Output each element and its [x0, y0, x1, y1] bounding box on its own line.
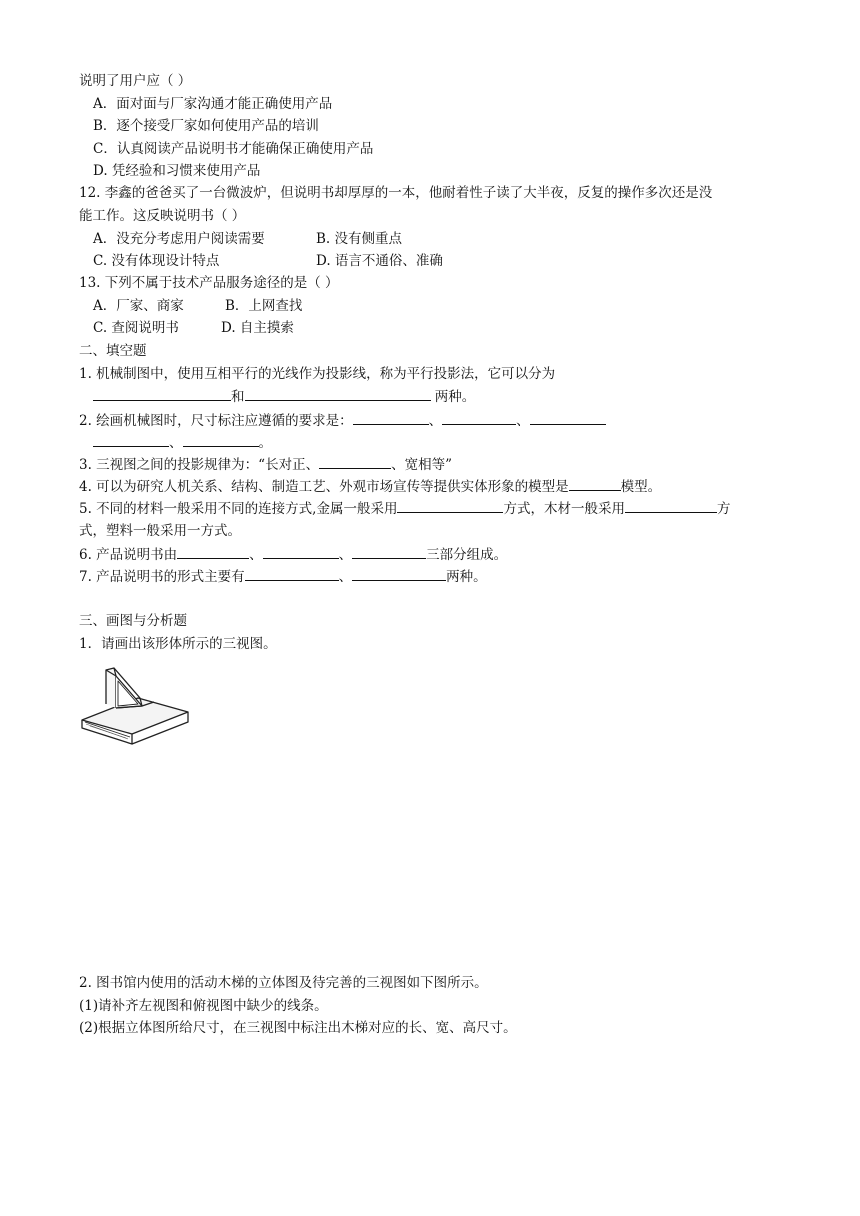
fill4-prompt: 4. 可以为研究人机关系、结构、制造工艺、外观市场宣传等提供实体形象的模型是: [79, 479, 569, 495]
fill2-blank-4[interactable]: [93, 433, 169, 447]
q11-option-b: B．逐个接受厂家如何使用产品的培训: [93, 118, 319, 134]
q13-option-c: C. 查阅说明书: [93, 320, 179, 336]
draw2-sub1: (1)请补齐左视图和俯视图中缺少的线条。: [79, 998, 328, 1014]
draw1-prompt: 1．请画出该形体所示的三视图。: [79, 636, 277, 652]
fill2-end: 。: [258, 435, 272, 451]
fill1-blank-2[interactable]: [245, 387, 431, 401]
q13-option-d: D. 自主摸索: [221, 320, 294, 336]
fill5-mid: 方式，木材一般采用: [503, 501, 625, 517]
fill1-line2: [93, 387, 475, 406]
fill5-prompt: 5. 不同的材料一般采用不同的连接方式,金属一般采用: [79, 501, 398, 517]
fill2-sep-2: 、: [516, 413, 530, 429]
fill4-blank[interactable]: [569, 477, 621, 491]
q12-option-c: C. 没有体现设计特点: [93, 253, 220, 269]
draw2-sub2: (2)根据立体图所给尺寸，在三视图中标注出木梯对应的长、宽、高尺寸。: [79, 1020, 517, 1036]
fill7-blank-2[interactable]: [352, 567, 446, 581]
fill3-prompt: 3. 三视图之间的投影规律为：“长对正、: [79, 457, 320, 473]
fill6-blank-3[interactable]: [352, 545, 426, 559]
fill6-prompt: 6. 产品说明书由: [79, 547, 178, 563]
fill6-blank-1[interactable]: [177, 545, 249, 559]
fill5-blank-1[interactable]: [397, 499, 503, 513]
fill2-blank-5[interactable]: [183, 433, 259, 447]
q12-option-b: B. 没有侧重点: [316, 231, 403, 247]
fill1-blank-1[interactable]: [93, 387, 231, 401]
q11-option-a: A．面对面与厂家沟通才能正确使用产品: [93, 96, 333, 112]
fill6-text: [79, 545, 507, 564]
fill1-and: 和: [231, 389, 245, 405]
fill6-blank-2[interactable]: [263, 545, 339, 559]
fill4-end: 模型。: [620, 479, 662, 495]
q12-option-a: A．没充分考虑用户阅读需要: [93, 231, 265, 247]
q11-stem-tail: 说明了用户应（ ）: [79, 73, 192, 89]
fill2-sep-3: 、: [169, 435, 183, 451]
fill7-blank-1[interactable]: [245, 567, 339, 581]
fill5-line2: 式，塑料一般采用一方式。: [79, 523, 241, 539]
fill2-sep-1: 、: [428, 413, 443, 429]
q13-stem: 13. 下列不属于技术产品服务途径的是（ ）: [79, 275, 339, 291]
q12-stem-line1: 12. 李鑫的爸爸买了一台微波炉，但说明书却厚厚的一本，他耐着性子读了大半夜，反复的操作多次还是没: [79, 185, 713, 201]
fill2-blank-1[interactable]: [353, 411, 429, 425]
fill3-end: 、宽相等”: [391, 457, 452, 473]
fill5-blank-2[interactable]: [625, 499, 717, 513]
q12-stem-line2: 能工作。这反映说明书（ ）: [79, 208, 246, 224]
fill1-text: 1. 机械制图中，使用互相平行的光线作为投影线，称为平行投影法，它可以分为: [79, 366, 556, 382]
section3-title: 三、画图与分析题: [79, 613, 187, 629]
fill7-text: [79, 567, 487, 586]
fill3-blank[interactable]: [319, 455, 391, 469]
fill2-text: [79, 411, 606, 430]
q13-option-b: B．上网查找: [225, 298, 303, 314]
fill2-blank-3[interactable]: [530, 411, 606, 425]
fill5-end: 方: [716, 501, 731, 517]
fill2-line2: [93, 433, 272, 452]
isometric-solid-figure: [76, 664, 196, 756]
fill6-sep-2: 、: [338, 547, 353, 563]
fill7-sep: 、: [338, 569, 353, 585]
fill5-text: [79, 499, 730, 518]
q13-option-a: A．厂家、商家: [93, 298, 184, 314]
fill6-sep-1: 、: [249, 547, 263, 563]
fill2-prompt: 2. 绘画机械图时，尺寸标注应遵循的要求是：: [79, 413, 353, 429]
fill1-end: 两种。: [430, 389, 476, 405]
draw2-prompt: 2. 图书馆内使用的活动木梯的立体图及待完善的三视图如下图所示。: [79, 975, 488, 991]
fill3-text: [79, 455, 452, 474]
fill4-text: [79, 477, 661, 496]
q11-option-d: D. 凭经验和习惯来使用产品: [93, 163, 261, 179]
fill7-end: 两种。: [446, 569, 487, 585]
fill7-prompt: 7. 产品说明书的形式主要有: [79, 569, 245, 585]
fill6-end: 三部分组成。: [426, 547, 508, 563]
section2-title: 二、填空题: [79, 343, 147, 359]
q12-option-d: D. 语言不通俗、准确: [316, 253, 443, 269]
q11-option-c: C．认真阅读产品说明书才能确保正确使用产品: [93, 141, 374, 157]
fill2-blank-2[interactable]: [442, 411, 516, 425]
